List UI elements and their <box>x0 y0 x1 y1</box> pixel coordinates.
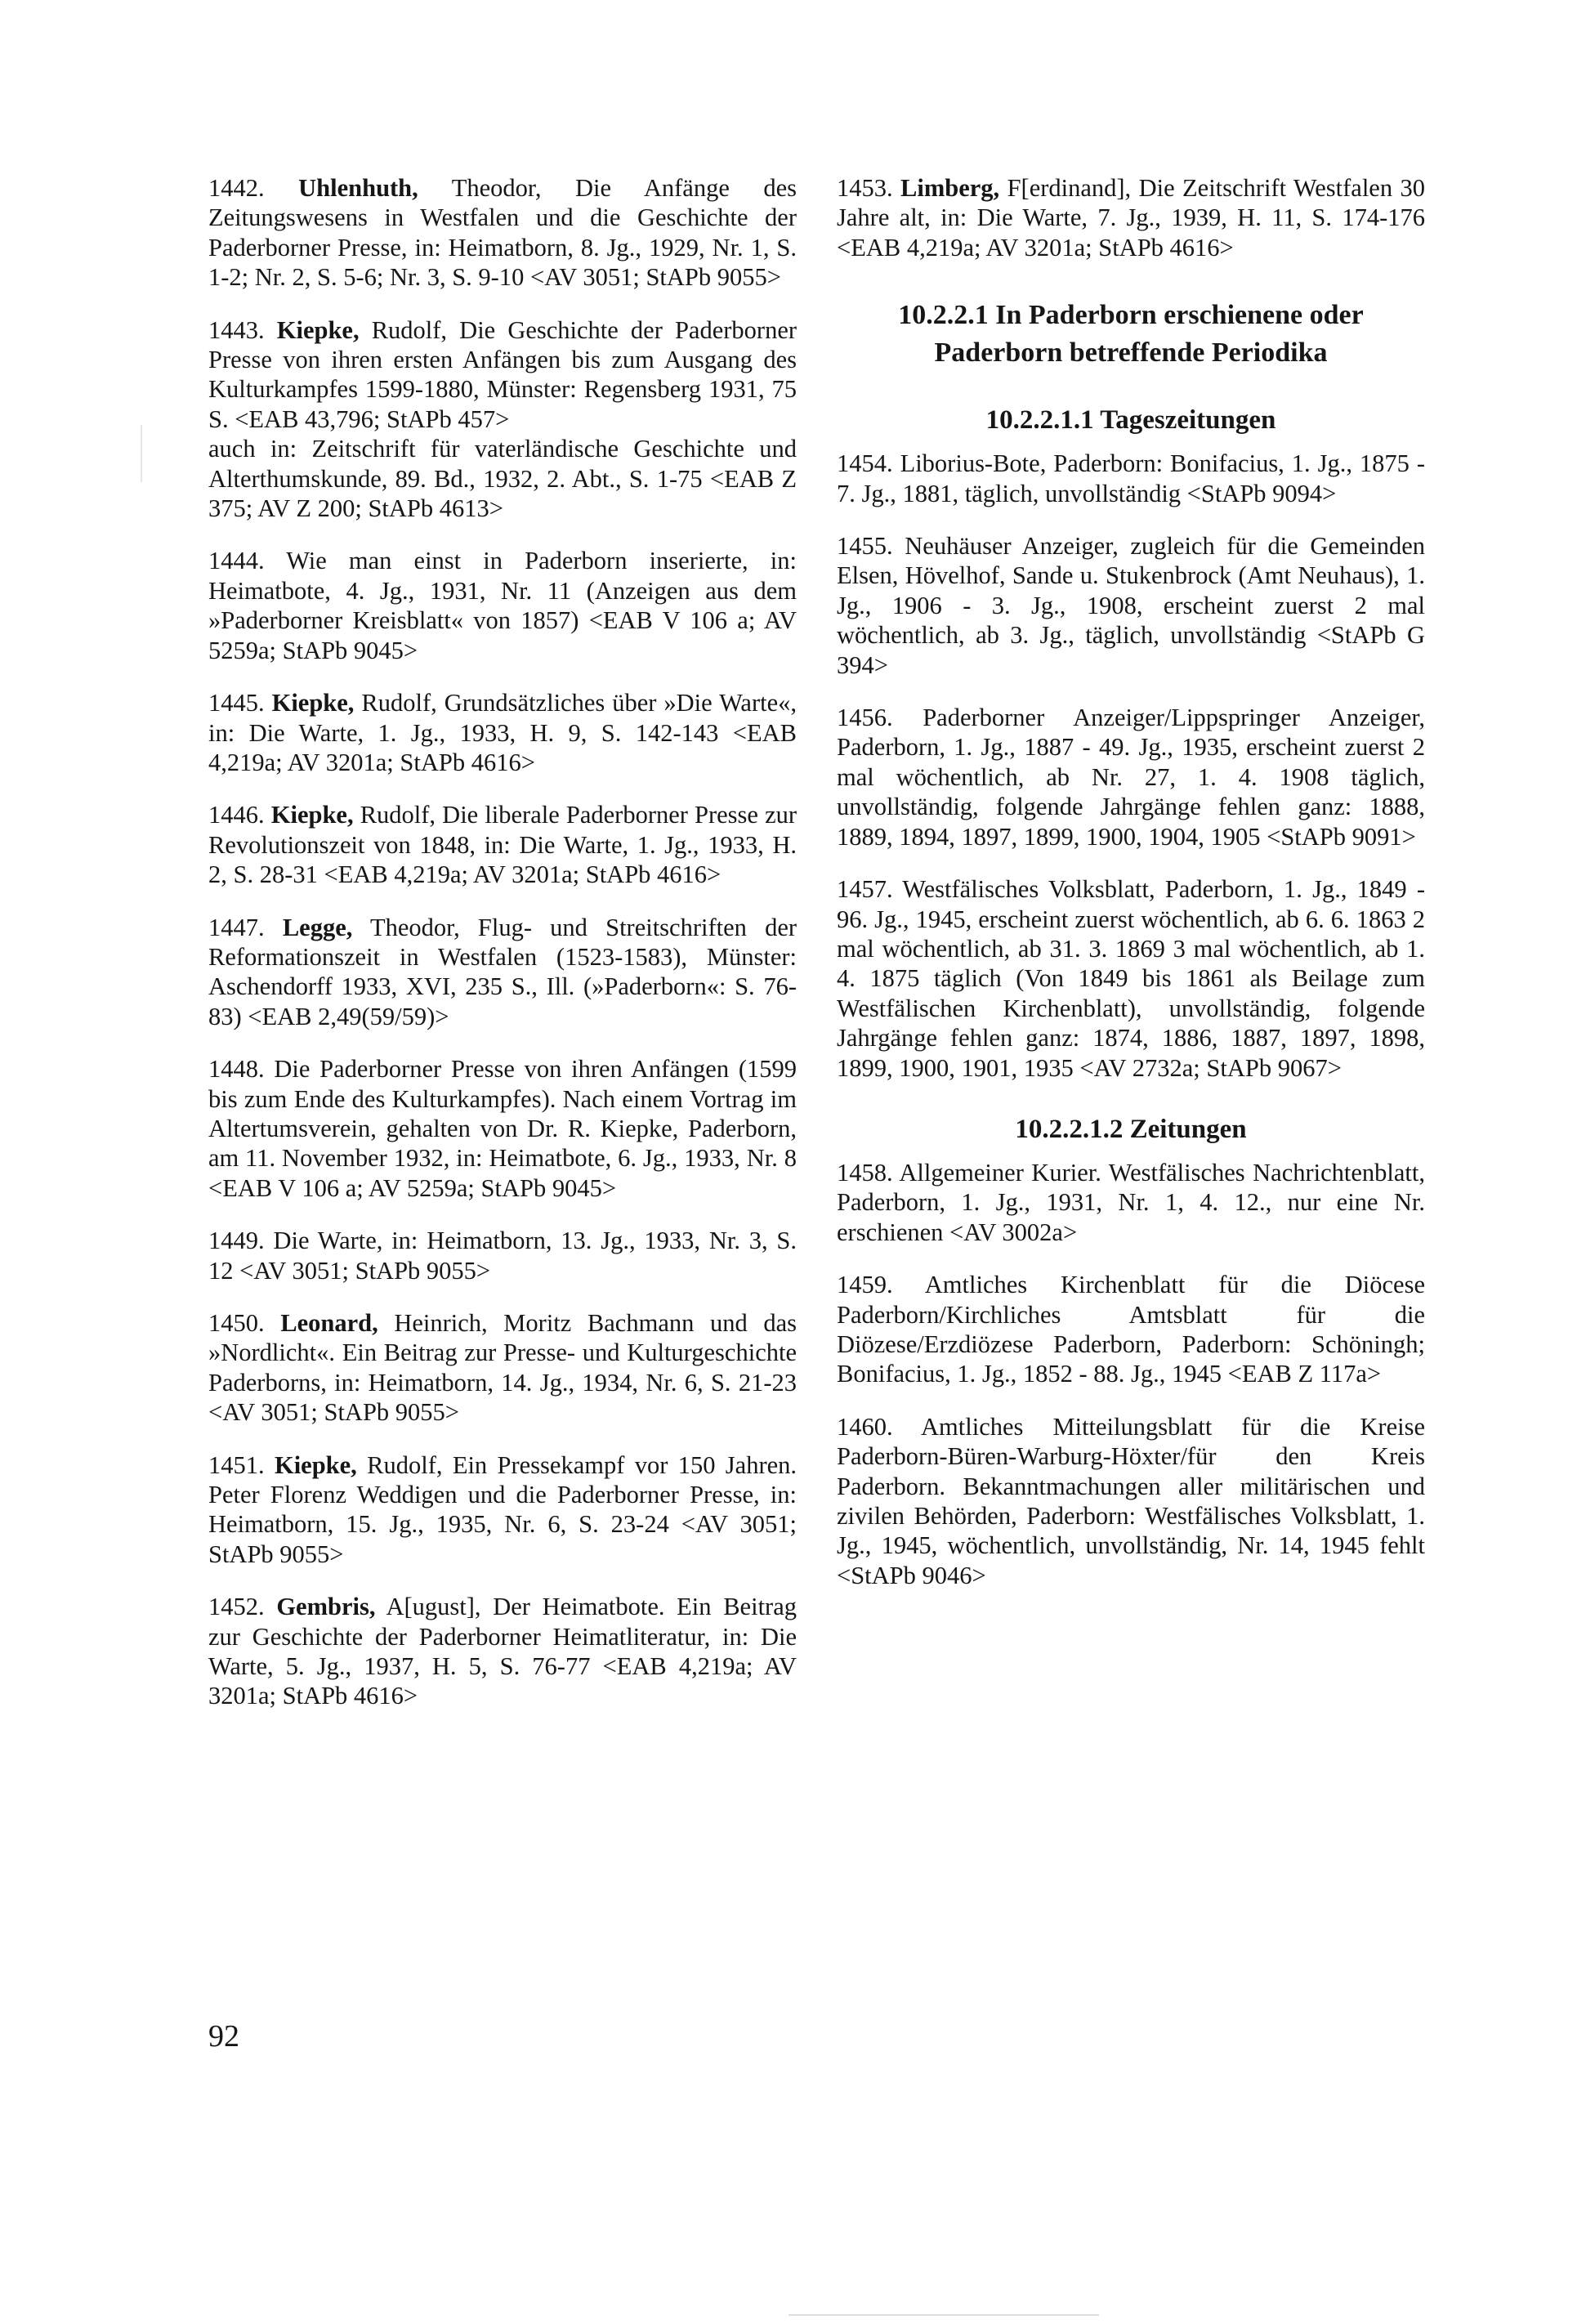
bibliography-entry-1442 <box>208 173 797 293</box>
entry-number: 1442. <box>208 174 265 202</box>
entry-number: 1454. <box>837 449 893 478</box>
entry-number: 1446. <box>208 801 265 829</box>
entry-number: 1447. <box>208 913 265 941</box>
entry-text: A[ugust], Der Heimatbote. Ein Beitrag zur Geschichte der Paderborner Heimatliteratur, in: Die Warte, 5. Jg., 1937, H. 5, S. 76-77 <EAB 4,219a; AV 3201a; StAPb 4616> <box>208 1593 797 1710</box>
entry-number: 1453. <box>837 174 893 202</box>
entry-author: Kiepke, <box>274 1450 357 1479</box>
left-column <box>208 173 797 1734</box>
bibliography-entry-1458 <box>837 1158 1425 1247</box>
entry-number: 1458. <box>837 1158 893 1187</box>
entry-text: Die Paderborner Presse von ihren Anfängen (1599 bis zum Ende des Kulturkampfes). Nach einem Vortrag im Altertumsverein, gehalten von Dr. R. Kiepke, Paderborn, am 11. November 1932, in: Heimatbote, 6. Jg., 1933, Nr. 8 <EAB V 106 a; AV 5259a; StAPb 9045> <box>208 1055 797 1202</box>
entry-number: 1449. <box>208 1227 265 1255</box>
bibliography-entry-1457 <box>837 874 1425 1083</box>
bibliography-entry-1451 <box>208 1450 797 1570</box>
bibliography-entry-1453 <box>837 173 1425 262</box>
entry-number: 1444. <box>208 547 265 575</box>
subsection-heading-tageszeitungen: 10.2.2.1.1 Tageszeitungen <box>985 405 1276 436</box>
entry-author: Kiepke, <box>270 801 354 829</box>
bibliography-entry-1448 <box>208 1054 797 1203</box>
entry-number: 1451. <box>208 1450 265 1479</box>
margin-scan-mark <box>141 425 142 482</box>
subsection-heading-zeitungen: 10.2.2.1.2 Zeitungen <box>1015 1114 1247 1144</box>
bibliography-entry-1446 <box>208 800 797 889</box>
entry-text: Liborius-Bote, Paderborn: Bonifacius, 1. Jg., 1875 - 7. Jg., 1881, täglich, unvollständig <StAPb 9094> <box>837 449 1426 507</box>
entry-number: 1448. <box>208 1055 265 1084</box>
bibliography-entry-1454 <box>837 449 1425 508</box>
entry-text: Theodor, Flug- und Streitschriften der Reformationszeit in Westfalen (1523-1583), Münster: Aschendorff 1933, XVI, 235 S., Ill. (»Paderborn«: S. 76-83) <EAB 2,49(59/59)> <box>208 913 797 1030</box>
bibliography-entry-1447 <box>208 913 797 1032</box>
bibliography-entry-1444 <box>208 546 797 665</box>
entry-text: Rudolf, Die liberale Paderborner Presse zur Revolutionszeit von 1848, in: Die Warte, 1. Jg., 1933, H. 2, S. 28-31 <EAB 4,219a; AV 3201a; StAPb 4616> <box>208 801 797 889</box>
entry-text: Allgemeiner Kurier. Westfälisches Nachrichtenblatt, Paderborn, 1. Jg., 1931, Nr. 1, 4. 12., nur eine Nr. erschienen <AV 3002a> <box>837 1158 1425 1246</box>
bibliography-entry-1450 <box>208 1308 797 1428</box>
entry-number: 1452. <box>208 1593 265 1621</box>
entry-number: 1455. <box>837 532 893 561</box>
entry-text: F[erdinand], Die Zeitschrift Westfalen 30 Jahre alt, in: Die Warte, 7. Jg., 1939, H. 11, S. 174-176 <EAB 4,219a; AV 3201a; StAPb 4616> <box>837 174 1426 261</box>
entry-text: Rudolf, Ein Pressekampf vor 150 Jahren. Peter Florenz Weddigen und die Paderborner Presse, in: Heimatborn, 15. Jg., 1935, Nr. 6, S. 23-24 <AV 3051; StAPb 9055> <box>208 1450 797 1568</box>
bottom-scan-edge <box>789 2314 1099 2316</box>
entry-number: 1460. <box>837 1412 893 1441</box>
bibliography-entry-1456 <box>837 703 1425 851</box>
entry-author: Gembris, <box>276 1593 376 1621</box>
entry-number: 1443. <box>208 315 265 344</box>
entry-text: Rudolf, Die Geschichte der Paderborner Presse von ihren ersten Anfängen bis zum Ausgang des Kulturkampfes 1599-1880, Münster: Regensberg 1931, 75 S. <EAB 43,796; StAPb 457> <box>208 315 797 433</box>
entry-number: 1456. <box>837 704 893 732</box>
bibliography-entry-1455 <box>837 531 1425 680</box>
entry-text: Theodor, Die Anfänge des Zeitungswesens in Westfalen und die Geschichte der Paderborner Presse, in: Heimatborn, 8. Jg., 1929, Nr. 1, S. 1-2; Nr. 2, S. 5-6; Nr. 3, S. 9-10 <AV 3051; StAPb 9055> <box>208 174 797 292</box>
entry-text: Westfälisches Volksblatt, Paderborn, 1. Jg., 1849 - 96. Jg., 1945, erscheint zuerst wöchentlich, ab 6. 6. 1863 2 mal wöchentlich, ab 31. 3. 1869 3 mal wöchentlich, ab 1. 4. 1875 täglich (Von 1849 bis 1861 als Beilage zum Westfälischen Kirchenblatt), unvollständig, folgende Jahrgänge fehlen ganz: 1874, 1886, 1887, 1897, 1898, 1899, 1900, 1901, 1935 <AV 2732a; StAPb 9067> <box>837 875 1426 1082</box>
right-column <box>837 173 1425 1613</box>
entry-text: Die Warte, in: Heimatborn, 13. Jg., 1933, Nr. 3, S. 12 <AV 3051; StAPb 9055> <box>208 1227 797 1285</box>
bibliography-entry-1459 <box>837 1270 1425 1389</box>
bibliography-entry-1443 <box>208 315 797 524</box>
bibliography-entry-1445 <box>208 688 797 777</box>
page-number: 92 <box>208 2019 239 2054</box>
entry-text: Amtliches Mitteilungsblatt für die Kreise Paderborn-Büren-Warburg-Höxter/für den Kreis Paderborn. Bekanntmachungen aller militärischen und zivilen Behörden, Paderborn: Westfälisches Volksblatt, 1. Jg., 1945, wöchentlich, unvollständig, Nr. 14, 1945 fehlt <StAPb 9046> <box>837 1412 1425 1589</box>
entry-text: Paderborner Anzeiger/Lippspringer Anzeiger, Paderborn, 1. Jg., 1887 - 49. Jg., 1935, erscheint zuerst 2 mal wöchentlich, ab Nr. 27, 1. 4. 1908 täglich, unvollständig, folgende Jahrgänge fehlen ganz: 1888, 1889, 1894, 1897, 1899, 1900, 1904, 1905 <StAPb 9091> <box>837 704 1425 851</box>
entry-author: Kiepke, <box>271 689 355 717</box>
entry-text: Heinrich, Moritz Bachmann und das »Nordlicht«. Ein Beitrag zur Presse- und Kulturgeschichte Paderborns, in: Heimatborn, 14. Jg., 1934, Nr. 6, S. 21-23 <AV 3051; StAPb 9055> <box>208 1309 797 1427</box>
entry-number: 1459. <box>837 1271 893 1299</box>
entry-author: Leonard, <box>280 1309 378 1337</box>
entry-author: Uhlenhuth, <box>298 174 418 202</box>
entry-text: Rudolf, Grundsätzliches über »Die Warte«, in: Die Warte, 1. Jg., 1933, H. 9, S. 142-143 <EAB 4,219a; AV 3201a; StAPb 4616> <box>208 689 797 776</box>
section-heading: 10.2.2.1 In Paderborn erschienene oder Paderborn betreffende Periodika <box>898 300 1364 369</box>
entry-number: 1445. <box>208 689 265 717</box>
bibliography-entry-1452 <box>208 1592 797 1711</box>
entry-number: 1450. <box>208 1309 265 1337</box>
entry-author: Legge, <box>282 913 353 941</box>
bibliography-entry-1460 <box>837 1412 1425 1590</box>
entry-author: Limberg, <box>900 174 1000 202</box>
entry-text: Wie man einst in Paderborn inserierte, in: Heimatbote, 4. Jg., 1931, Nr. 11 (Anzeigen aus dem »Paderborner Kreisblatt« von 1857) <EAB V 106 a; AV 5259a; StAPb 9045> <box>208 547 797 664</box>
entry-author: Kiepke, <box>276 315 360 344</box>
entry-number: 1457. <box>837 875 893 904</box>
entry-continuation: auch in: Zeitschrift für vaterländische Geschichte und Alterthumskunde, 89. Bd., 1932, 2. Abt., S. 1-75 <EAB Z 375; AV Z 200; StAPb 4613> <box>208 435 797 523</box>
bibliography-entry-1449 <box>208 1226 797 1285</box>
entry-text: Neuhäuser Anzeiger, zugleich für die Gemeinden Elsen, Hövelhof, Sande u. Stukenbrock (Amt Neuhaus), 1. Jg., 1906 - 3. Jg., 1908, erscheint zuerst 2 mal wöchentlich, ab 3. Jg., täglich, unvollständig <StAPb G 394> <box>837 532 1425 679</box>
entry-text: Amtliches Kirchenblatt für die Diöcese Paderborn/Kirchliches Amtsblatt für die Diözese/Erzdiözese Paderborn, Paderborn: Schöningh; Bonifacius, 1. Jg., 1852 - 88. Jg., 1945 <EAB Z 117a> <box>837 1271 1425 1388</box>
